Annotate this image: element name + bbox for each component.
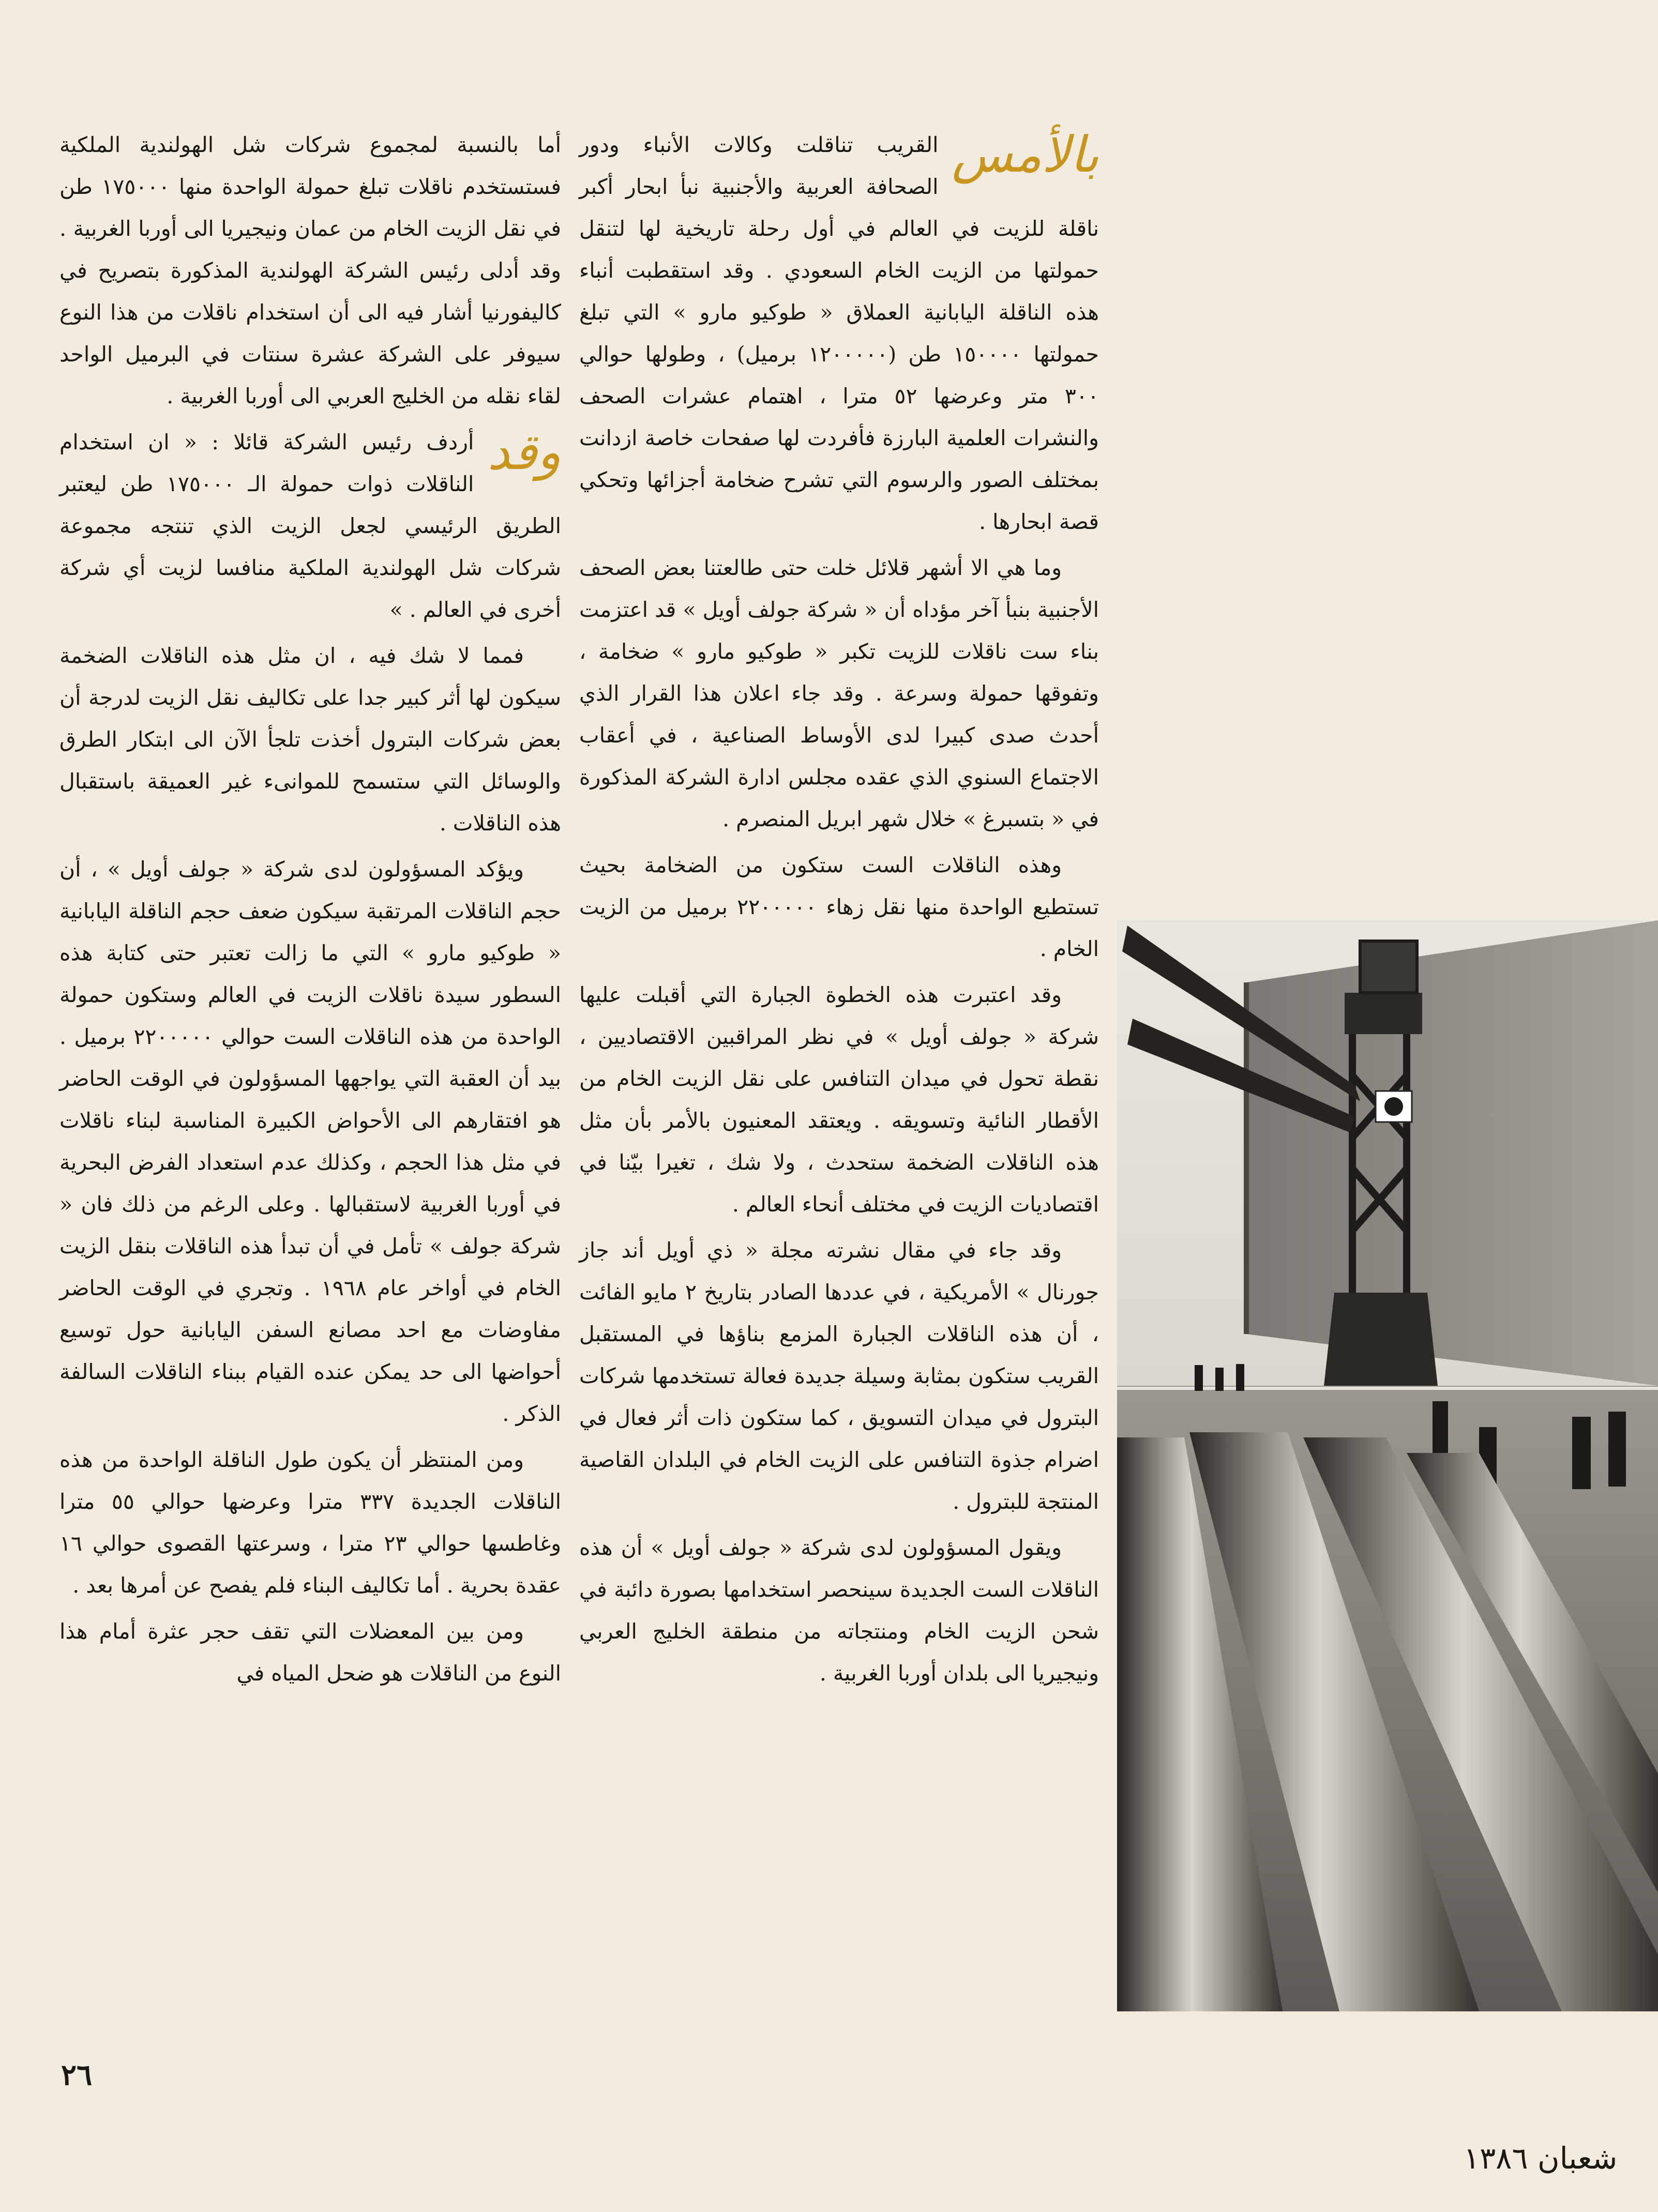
tanker-construction-photo: [1117, 920, 1658, 2011]
paragraph: أما بالنسبة لمجموع شركات شل الهولندية الملكية فستستخدم ناقلات تبلغ حمولة الواحدة منها ١٧٥٠٠٠ طن في نقل الزيت الخام من عمان ونيجيريا الى أوربا الغربية . وقد أدلى رئيس الشركة الهولندية المذكورة بتصريح في كاليفورنيا أشار فيه الى أن استخدام ناقلات من هذا النوع سيوفر على الشركة عشرة سنتات في البرميل الواحد لقاء نقله من الخليج العربي الى أوربا الغربية .: [59, 132, 561, 408]
paragraph: أردف رئيس الشركة قائلا : « ان استخدام الناقلات ذوات حمولة الـ ١٧٥٠٠٠ طن ليعتبر الطريق الرئيسي لجعل الزيت الذي تنتجه مجموعة شركات شل الهولندية الملكية منافسا لزيت أي شركة أخرى في العالم . »: [59, 430, 561, 622]
paragraph: فمما لا شك فيه ، ان مثل هذه الناقلات الضخمة سيكون لها أثر كبير جدا على تكاليف نقل الزيت لدرجة أن بعض شركات البترول أخذت تلجأ الآن الى ابتكار الطرق والوسائل التي ستسمح للموانىء غير العميقة باستقبال هذه الناقلات .: [59, 643, 561, 836]
paragraph: القريب تناقلت وكالات الأنباء ودور الصحافة العربية والأجنبية نبأ ابحار أكبر ناقلة للزيت في العالم في أول رحلة تاريخية لها لتنقل حمولتها من الزيت الخام السعودي . وقد استقطبت أنباء هذه الناقلة اليابانية العملاق « طوكيو مارو » التي تبلغ حمولتها ١٥٠٠٠٠ طن (١٢٠٠٠٠٠ برميل) ، وطولها حوالي ٣٠٠ متر وعرضها ٥٢ مترا ، اهتمام عشرات الصحف والنشرات العلمية البارزة فأفردت لها صفحات خاصة ازدانت بمختلف الصور والرسوم التي تشرح ضخامة أجزائها وتحكي قصة ابحارها .: [579, 132, 1099, 534]
paragraph: وقد اعتبرت هذه الخطوة الجبارة التي أقبلت عليها شركة « جولف أويل » في نظر المراقبين الاقتصاديين ، نقطة تحول في ميدان التنافس على نقل الزيت الخام من الأقطار النائية وتسويقه . ويعتقد المعنيون بالأمر بأن مثل هذه الناقلات الضخمة ستحدث ، ولا شك ، تغيرا بيّنا في اقتصاديات الزيت في مختلف أنحاء العالم .: [579, 982, 1099, 1217]
paragraph: ومن بين المعضلات التي تقف حجر عثرة أمام هذا النوع من الناقلات هو ضحل المياه في: [59, 1619, 561, 1686]
dropcap-right: بالأمس: [952, 126, 1099, 184]
paragraph: وما هي الا أشهر قلائل خلت حتى طالعتنا بعض الصحف الأجنبية بنبأ آخر مؤداه أن « شركة جولف أويل » قد اعتزمت بناء ست ناقلات للزيت تكبر « طوكيو مارو » ضخامة ، وتفوقها حمولة وسرعة . وقد جاء اعلان هذا القرار الذي أحدث صدى كبيرا لدى الأوساط الصناعية ، في أعقاب الاجتماع السنوي الذي عقده مجلس ادارة الشركة المذكورة في « بتسبرغ » خلال شهر ابريل المنصرم .: [579, 555, 1099, 831]
paragraph: ويؤكد المسؤولون لدى شركة « جولف أويل » ، أن حجم الناقلات المرتقبة سيكون ضعف حجم الناقلة اليابانية « طوكيو مارو » التي ما زالت تعتبر حتى كتابة هذه السطور سيدة ناقلات الزيت في العالم وستكون حمولة الواحدة من هذه الناقلات الست حوالي ٢٢٠٠٠٠٠ برميل . بيد أن العقبة التي يواجهها المسؤولون في الوقت الحاضر هو افتقارهم الى الأحواض الكبيرة المناسبة لبناء ناقلات في مثل هذا الحجم ، وكذلك عدم استعداد الفرض البحرية في أوربا الغربية لاستقبالها . وعلى الرغم من ذلك فان « شركة جولف » تأمل في أن تبدأ هذه الناقلات بنقل الزيت الخام في أواخر عام ١٩٦٨ . وتجري في الوقت الحاضر مفاوضات مع احد مصانع السفن اليابانية حول توسيع أحواضها الى حد يمكن عنده القيام ببناء الناقلات السالفة الذكر .: [59, 857, 561, 1426]
right-article-column: [579, 124, 1099, 1699]
left-article-column: [59, 124, 561, 1699]
paragraph: ومن المنتظر أن يكون طول الناقلة الواحدة من هذه الناقلات الجديدة ٣٣٧ مترا وعرضها حوالي ٥٥ مترا وغاطسها حوالي ٢٣ مترا ، وسرعتها القصوى حوالي ١٦ عقدة بحرية . أما تكاليف البناء فلم يفصح عن أمرها بعد .: [59, 1447, 562, 1598]
paragraph: وقد جاء في مقال نشرته مجلة « ذي أويل أند جاز جورنال » الأمريكية ، في عددها الصادر بتاريخ ٢ مايو الفائت ، أن هذه الناقلات الجبارة المزمع بناؤها في المستقبل القريب ستكون بمثابة وسيلة جديدة فعالة تستخدمها شركات البترول في ميدان التسويق ، كما ستكون ذات أثر فعال في اضرام جذوة التنافس على الزيت الخام في البلدان القاصية المنتجة للبترول .: [579, 1238, 1099, 1514]
dropcap-left: وقد: [487, 423, 561, 481]
paragraph: وهذه الناقلات الست ستكون من الضخامة بحيث تستطيع الواحدة منها نقل زهاء ٢٢٠٠٠٠٠ برميل من الزيت الخام .: [579, 853, 1099, 961]
paragraph: ويقول المسؤولون لدى شركة « جولف أويل » أن هذه الناقلات الست الجديدة سينحصر استخدامها بصورة دائبة في شحن الزيت الخام ومنتجاته من منطقة الخليج العربي ونيجيريا الى بلدان أوربا الغربية .: [579, 1535, 1099, 1686]
page-date: شعبان ١٣٨٦: [1464, 2141, 1618, 2176]
page-number: ٢٦: [61, 2058, 93, 2092]
